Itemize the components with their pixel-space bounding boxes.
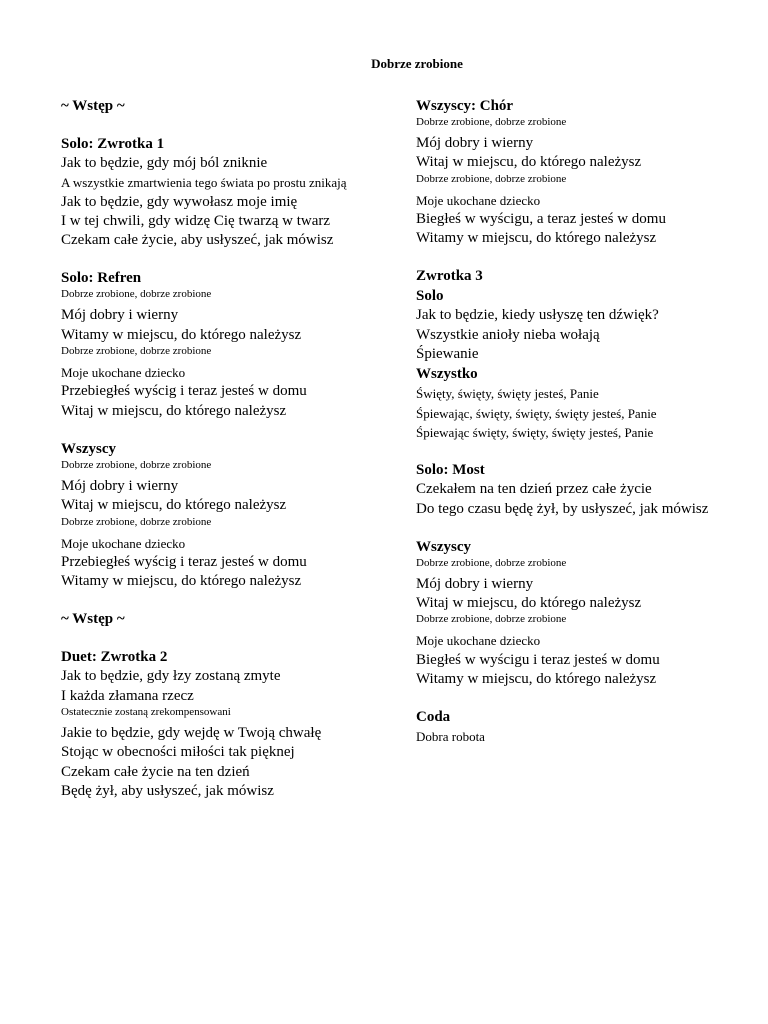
lyric-line: Jak to będzie, gdy łzy zostaną zmyte [61,668,281,685]
lyric-line: Witaj w miejscu, do którego należysz [61,497,287,514]
section-heading: Wszystko [416,366,478,383]
lyric-line: Przebiegłeś wyścig i teraz jesteś w domu [61,553,307,570]
lyrics-section [416,96,761,248]
section-heading: Wszyscy [416,538,471,555]
response-line: Dobrze zrobione, dobrze zrobione [61,458,212,471]
lyric-line: Biegłeś w wyścigu i teraz jesteś w domu [416,651,660,668]
lyrics-section [61,96,411,116]
page-title: Dobrze zrobione [371,56,463,71]
response-line: Dobrze zrobione, dobrze zrobione [416,172,567,185]
lyric-line: Wszystkie anioły nieba wołają [416,326,600,343]
lyric-line: Witamy w miejscu, do którego należysz [416,230,657,247]
left-column [61,96,411,819]
lyric-line: Witaj w miejscu, do którego należysz [416,595,642,612]
lyric-line-small: Święty, święty, święty jesteś, Panie [416,386,599,402]
lyric-line-small: Moje ukochane dziecko [416,192,541,208]
lyrics-section [61,609,411,629]
section-heading: Solo: Most [416,462,485,479]
lyric-line: Witamy w miejscu, do którego należysz [416,671,657,688]
section-heading: ~ Wstęp ~ [61,611,125,628]
lyric-line: Jak to będzie, kiedy usłyszę ten dźwięk? [416,307,659,324]
lyrics-section [416,537,761,689]
response-line: Dobrze zrobione, dobrze zrobione [416,116,567,128]
lyric-line: Stojąc w obecności miłości tak pięknej [61,744,295,761]
lyric-line: Witamy w miejscu, do którego należysz [61,326,302,343]
lyric-line: Mój dobry i wierny [416,135,534,151]
lyric-line: I każda złamana rzecz [61,687,194,704]
lyric-line-small: A wszystkie zmartwienia tego świata po prostu znikają [61,175,347,191]
section-heading: Duet: Zwrotka 2 [61,649,168,666]
lyric-line-small: Moje ukochane dziecko [61,365,186,381]
lyric-line: Czekałem na ten dzień przez całe życie [416,481,652,498]
lyrics-section [61,647,411,801]
lyric-line: Mój dobry i wierny [416,575,534,592]
lyric-line: Będę żył, aby usłyszeć, jak mówisz [61,782,274,799]
lyric-line: Jak to będzie, gdy mój ból zniknie [61,155,268,171]
response-line: Dobrze zrobione, dobrze zrobione [416,613,567,626]
lyric-line: Witaj w miejscu, do którego należysz [416,154,642,171]
section-heading: Wszyscy: Chór [416,98,514,114]
lyric-line: Witaj w miejscu, do którego należysz [61,402,287,419]
lyric-line: I w tej chwili, gdy widzę Cię twarzą w twarz [61,212,331,229]
right-column [416,96,761,765]
response-line: Dobrze zrobione, dobrze zrobione [416,556,567,569]
lyrics-section [61,439,411,591]
lyric-line: Do tego czasu będę żył, by usłyszeć, jak mówisz [416,500,709,517]
lyrics-section [61,134,411,250]
lyric-line-small: Moje ukochane dziecko [61,535,186,551]
lyrics-section [416,460,761,519]
lyric-line: Mój dobry i wierny [61,477,179,494]
lyric-line: Witamy w miejscu, do którego należysz [61,573,302,590]
lyric-line: Czekam całe życie, aby usłyszeć, jak mówisz [61,232,334,249]
section-heading: Solo: Refren [61,270,142,287]
lyric-line-small: Moje ukochane dziecko [416,633,541,649]
lyric-line: Jakie to będzie, gdy wejdę w Twoją chwałę [61,725,322,742]
response-line: Dobrze zrobione, dobrze zrobione [61,515,212,528]
response-line: Dobrze zrobione, dobrze zrobione [61,288,212,301]
lyric-line-small: Dobra robota [416,729,485,745]
section-heading: Coda [416,709,451,726]
section-heading: Solo: Zwrotka 1 [61,136,165,152]
response-line: Dobrze zrobione, dobrze zrobione [61,345,212,358]
lyric-line: Biegłeś w wyścigu, a teraz jesteś w domu [416,210,666,227]
lyric-line-small: Śpiewając, święty, święty, święty jesteś, Panie [416,405,657,421]
lyric-line: Śpiewanie [416,346,479,363]
section-heading: Solo [416,288,444,305]
lyric-line: Mój dobry i wierny [61,307,179,324]
lyric-line: Jak to będzie, gdy wywołasz moje imię [61,193,298,210]
lyrics-section [61,268,411,420]
section-heading: Wszyscy [61,440,116,457]
lyric-line: Czekam całe życie na ten dzień [61,763,250,780]
lyrics-section [416,707,761,746]
response-line: Ostatecznie zostaną zrekompensowani [61,706,231,719]
section-heading: Zwrotka 3 [416,268,483,285]
section-heading: ~ Wstęp ~ [61,98,125,114]
lyrics-section [416,266,761,442]
lyric-line-small: Śpiewając święty, święty, święty jesteś, Panie [416,424,654,440]
lyric-line: Przebiegłeś wyścig i teraz jesteś w domu [61,383,307,400]
